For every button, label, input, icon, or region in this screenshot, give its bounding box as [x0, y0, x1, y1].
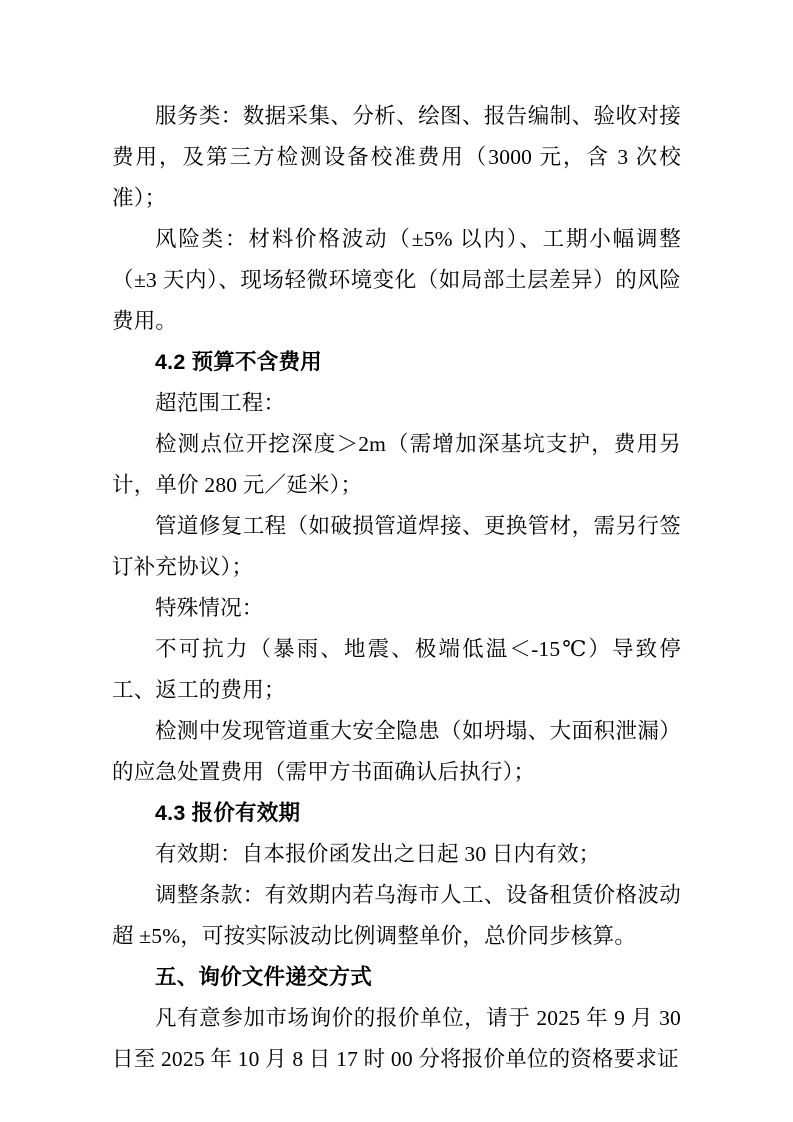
para-force-majeure: 不可抗力（暴雨、地震、极端低温＜-15℃）导致停工、返工的费用；	[112, 637, 681, 702]
para-out-of-scope-label: 超范围工程：	[155, 391, 286, 415]
para-adjustment-clause: 调整条款：有效期内若乌海市人工、设备租赁价格波动超 ±5%，可按实际波动比例调整单价，总价同步核算。	[112, 883, 681, 948]
heading-section-five: 五、询价文件递交方式	[155, 965, 373, 989]
document-body	[112, 96, 681, 1080]
para-excavation-depth: 检测点位开挖深度＞2m（需增加深基坑支护，费用另计，单价 280 元／延米）；	[112, 432, 681, 497]
para-service-category: 服务类：数据采集、分析、绘图、报告编制、验收对接费用，及第三方检测设备校准费用（3000 元，含 3 次校准）；	[112, 104, 681, 210]
para-special-label: 特殊情况：	[155, 596, 264, 620]
para-validity-period: 有效期：自本报价函发出之日起 30 日内有效；	[155, 842, 601, 866]
para-submission-info: 凡有意参加市场询价的报价单位，请于 2025 年 9 月 30 日至 2025 年 10 月 8 日 17 时 00 分将报价单位的资格要求证	[112, 1006, 681, 1071]
heading-4-3: 4.3 报价有效期	[155, 801, 301, 825]
para-safety-hazard: 检测中发现管道重大安全隐患（如坍塌、大面积泄漏）的应急处置费用（需甲方书面确认后执行）；	[112, 719, 681, 784]
heading-4-2: 4.2 预算不含费用	[155, 350, 322, 374]
para-risk-category: 风险类：材料价格波动（±5% 以内）、工期小幅调整（±3 天内）、现场轻微环境变化（如局部土层差异）的风险费用。	[112, 227, 681, 333]
para-pipeline-repair: 管道修复工程（如破损管道焊接、更换管材，需另行签订补充协议）；	[112, 514, 681, 579]
